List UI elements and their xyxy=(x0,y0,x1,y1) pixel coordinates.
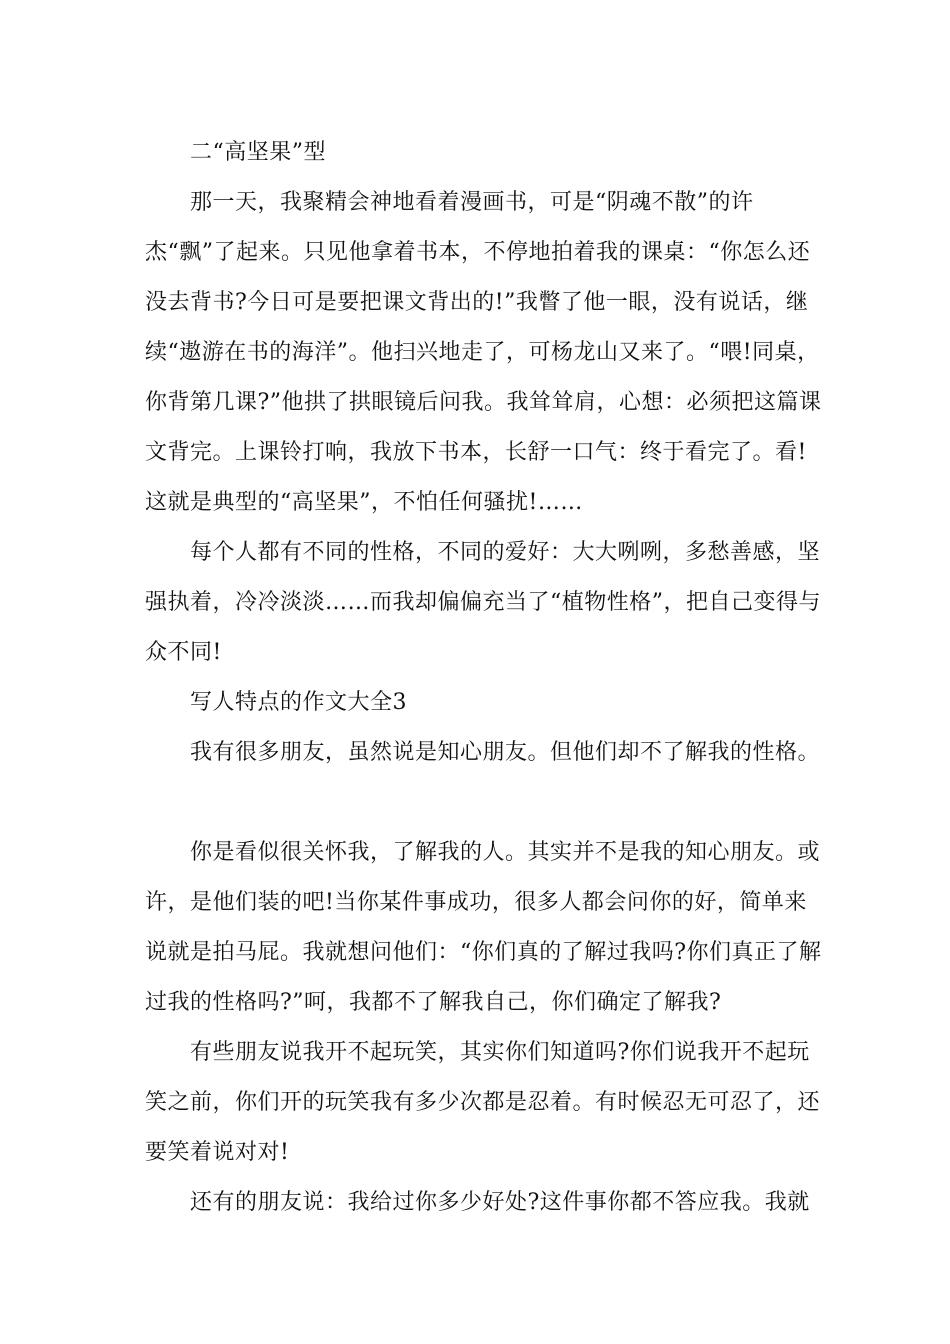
section-heading: 二“高坚果”型 xyxy=(190,140,326,165)
paragraph-6: 还有的朋友说：我给过你多少好处?这件事你都不答应我。我就 xyxy=(190,1190,810,1215)
paragraph-1: 那一天，我聚精会神地看着漫画书，可是“阴魂不散”的许杰“飘”了起来。只见他拿着书本，不停地拍着我的课桌：“你怎么还没去背书?今日可是要把课文背出的!”我瞥了他一眼，没有说话，继续“遨游在书的海洋”。他扫兴地走了，可杨龙山又来了。“喂!同桌，你背第几课?”他拱了拱眼镜后问我。我耸耸肩，心想：必须把这篇课文背完。上课铃打响，我放下书本，长舒一口气：终于看完了。看!这就是典型的“高坚果”，不怕任何骚扰!…… xyxy=(145,190,822,515)
paragraph-5: 有些朋友说我开不起玩笑，其实你们知道吗?你们说我开不起玩笑之前，你们开的玩笑我有多少次都是忍着。有时候忍无可忍了，还要笑着说对对! xyxy=(145,1040,821,1165)
document-page xyxy=(145,128,825,1228)
article-title: 写人特点的作文大全3 xyxy=(190,690,407,715)
paragraph-3: 我有很多朋友，虽然说是知心朋友。但他们却不了解我的性格。 xyxy=(190,740,821,765)
paragraph-spacer xyxy=(145,778,825,828)
paragraph-2: 每个人都有不同的性格，不同的爱好：大大咧咧，多愁善感，坚强执着，冷冷淡淡……而我却偏偏充当了“植物性格”，把自己变得与众不同! xyxy=(145,540,821,665)
paragraph-4: 你是看似很关怀我，了解我的人。其实并不是我的知心朋友。或许，是他们装的吧!当你某件事成功，很多人都会问你的好，简单来说就是拍马屁。我就想问他们：“你们真的了解过我吗?你们真正了解过我的性格吗?”呵，我都不了解我自己，你们确定了解我? xyxy=(145,840,822,1015)
